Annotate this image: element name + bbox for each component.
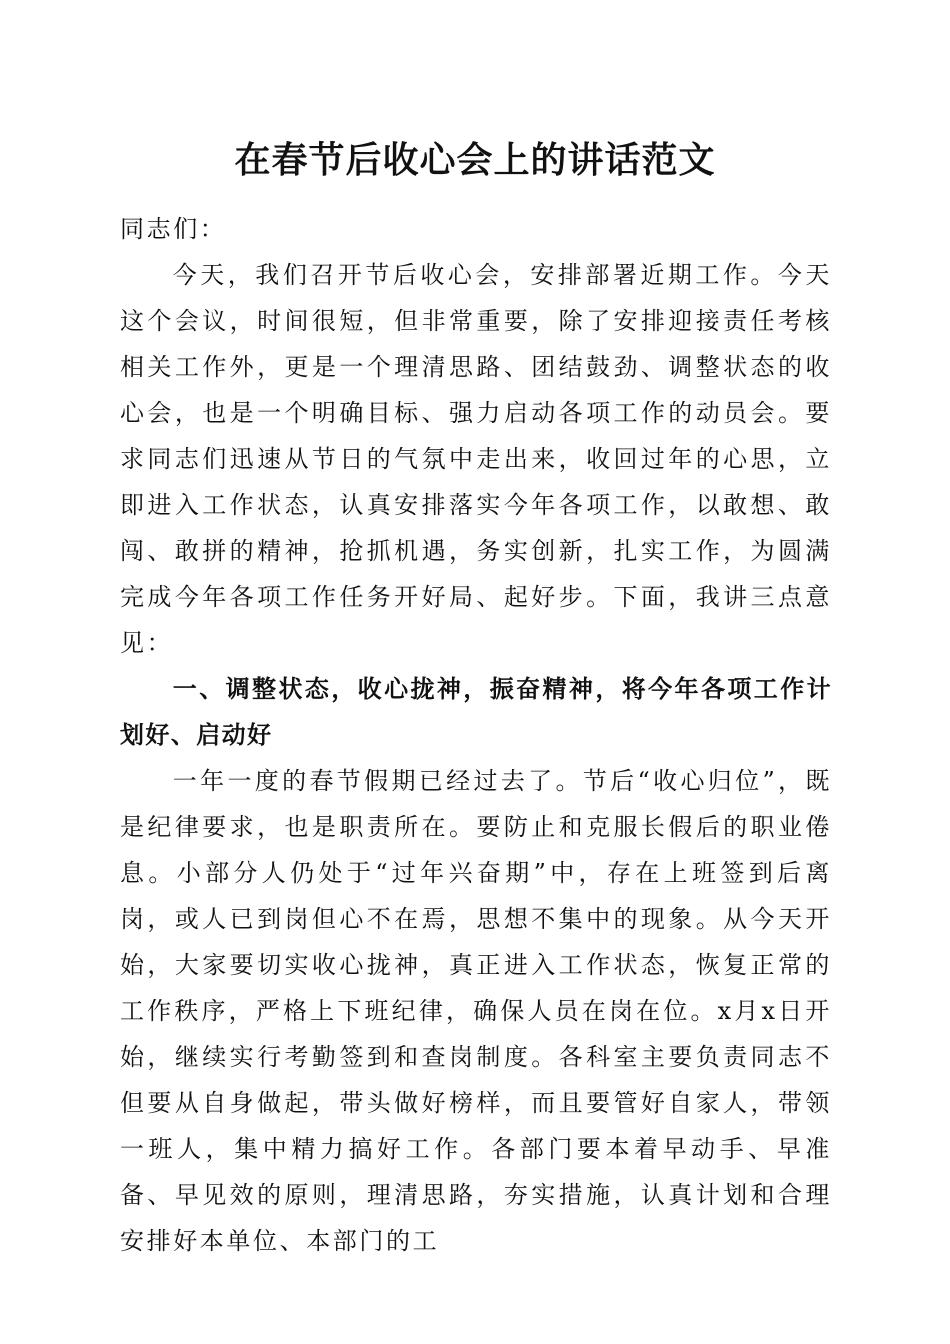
paragraph-intro: 今天，我们召开节后收心会，安排部署近期工作。今天这个会议，时间很短，但非常重要，除了安排迎接责任考核相关工作外，更是一个理清思路、团结鼓劲、调整状态的收心会，也是一个明确目标、强力启动各项工作的动员会。要求同志们迅速从节日的气氛中走出来，收回过年的心思，立即进入工作状态，认真安排落实今年各项工作，以敢想、敢闯、敢拼的精神，抢抓机遇，务实创新，扎实工作，为圆满完成今年各项工作任务开好局、起好步。下面，我讲三点意见： — [120, 261, 832, 657]
document-body — [120, 206, 832, 1264]
section-heading: 一、调整状态，收心拢神，振奋精神，将今年各项工作计划好、启动好 — [120, 675, 832, 749]
document-title: 在春节后收心会上的讲话范文 — [234, 139, 716, 181]
paragraph-section-one: 一年一度的春节假期已经过去了。节后“收心归位”，既是纪律要求，也是职责所在。要防止和克服长假后的职业倦息。小部分人仍处于“过年兴奋期”中，存在上班签到后离岗，或人已到岗但心不在焉，思想不集中的现象。从今天开始，大家要切实收心拢神，真正进入工作状态，恢复正常的工作秩序，严格上下班纪律，确保人员在岗在位。x月x日开始，继续实行考勤签到和查岗制度。各科室主要负责同志不但要从自身做起，带头做好榜样，而且要管好自家人，带领一班人，集中精力搞好工作。各部门要本着早动手、早准备、早见效的原则，理清思路，夯实措施，认真计划和合理安排好本单位、本部门的工 — [120, 767, 832, 1255]
salutation: 同志们： — [120, 215, 227, 243]
